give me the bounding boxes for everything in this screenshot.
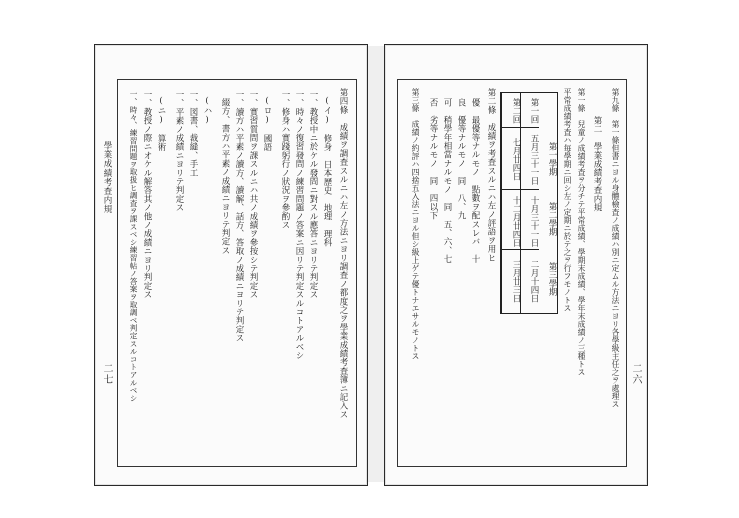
rule-line: 一、時々ノ復習發問ノ練習問題ノ答案ニ因リテ判定スルコトアルベシ <box>294 90 304 360</box>
grade-row: 良 優等ナルモノ 同 八、九 <box>456 98 466 220</box>
rule-line: 一、讀方ハ平素ノ讀方、讀解、話方、答取ノ成績ニヨリテ判定ス <box>234 90 244 343</box>
article-2: 第二條 成績ヲ考査スルニハ左ノ評語ヲ用ヒ <box>486 88 496 262</box>
text-frame <box>397 79 627 467</box>
section-title: 第二 學業成績考査内規 <box>592 116 602 212</box>
table-cell: 十二月廿四日 <box>511 195 521 247</box>
rule-line: 綴方、書方ハ平素ノ成績ニヨリテ判定ス <box>220 98 230 255</box>
header-cell: 第一學期 <box>547 142 557 176</box>
page-number: 二六 <box>630 363 641 385</box>
section-ha-heading: (ハ) <box>202 96 212 134</box>
section-ro-heading: (ロ) 國語 <box>262 96 272 152</box>
table-row <box>501 93 521 313</box>
table-row <box>520 93 539 313</box>
exam-schedule-table <box>500 92 558 314</box>
rule-line: 一、時々、練習問題ヲ取扱ヒ調査ヲ課スベシ練習帖ノ答案ヲ取調ベ判定スルコトアルベシ <box>129 90 138 402</box>
table-cell: 七月廿四日 <box>511 137 521 181</box>
article-1: 第一條 兒童ノ成績考査ヲ分チテ平常成績、學期末成績、學年末成績ノ三種トス <box>577 88 586 376</box>
grade-row: 否 劣等ナルモノ 同 四以下 <box>428 98 438 220</box>
rule-line: 一、図書、裁縫、手工 <box>188 90 198 177</box>
article-4-heading: 第四條 成績ヲ調査スルニハ左ノ方法ニヨリ調査ノ都度之ヲ學業成績考査簿ニ記入ス <box>338 88 348 419</box>
section-ni-heading: (ニ) 算術 <box>156 96 166 152</box>
binding-gutter <box>366 46 384 482</box>
header-cell: 第二學期 <box>547 202 557 236</box>
header-cell: 第三學期 <box>547 262 557 296</box>
table-cell: 十月三十一日 <box>529 195 539 247</box>
article-3: 第三條 成績ノ約評ハ四捨五入法ニヨル但シ級上ゲテ優トナエサルモノトス <box>411 88 420 360</box>
page-number: 二七 <box>101 363 112 385</box>
article-9: 第九條 第一條但書ニヨル身體檢査ノ成績ハ別ニ定ムル方法ニヨリ各學級主任之ヲ處理ス <box>611 88 620 408</box>
row-label: 第二回 <box>511 98 521 124</box>
table-cell: 五月三十一日 <box>529 133 539 185</box>
text-frame <box>117 79 357 467</box>
rule-line: 一、修身ハ實踐躬行ノ狀況ヲ參酌ス <box>280 90 290 230</box>
rule-line: 一、平素ノ成績ニヨリテ判定ス <box>174 90 184 212</box>
running-head: 學業成績考査内規 <box>102 141 112 214</box>
section-i-subjects: (イ) 修身 日本歷史 地理 理科 <box>322 96 332 247</box>
rule-line: 一、實習質問ヲ課スルニハ共ノ成績ヲ參按シテ判定ス <box>248 90 258 299</box>
table-header-row <box>539 93 557 313</box>
rule-line: 一、教授ノ際ニオケル解答其ノ他ノ成績ニヨリ判定ス <box>142 90 152 299</box>
right-page <box>384 44 648 486</box>
rule-line: 一、教授中ニ於ケル發問ニ對スル應答ニヨリテ判定ス <box>308 90 318 299</box>
grade-row: 優 最優等ナルモノ 點數ヲ配スレバ 十 <box>470 98 480 264</box>
left-page <box>94 44 368 486</box>
row-label: 第一回 <box>529 98 539 124</box>
table-cell: 二月十四日 <box>529 259 539 303</box>
table-cell: 三月廿三日 <box>511 259 521 303</box>
grade-row: 可 稍學年相當ナルモノ 同 五、六、七 <box>442 98 452 264</box>
article-1-continued: 平常成績考査ハ毎學期ニ回シ左ノ定期ニ於テ之ヲ行フモノトス <box>563 88 572 312</box>
